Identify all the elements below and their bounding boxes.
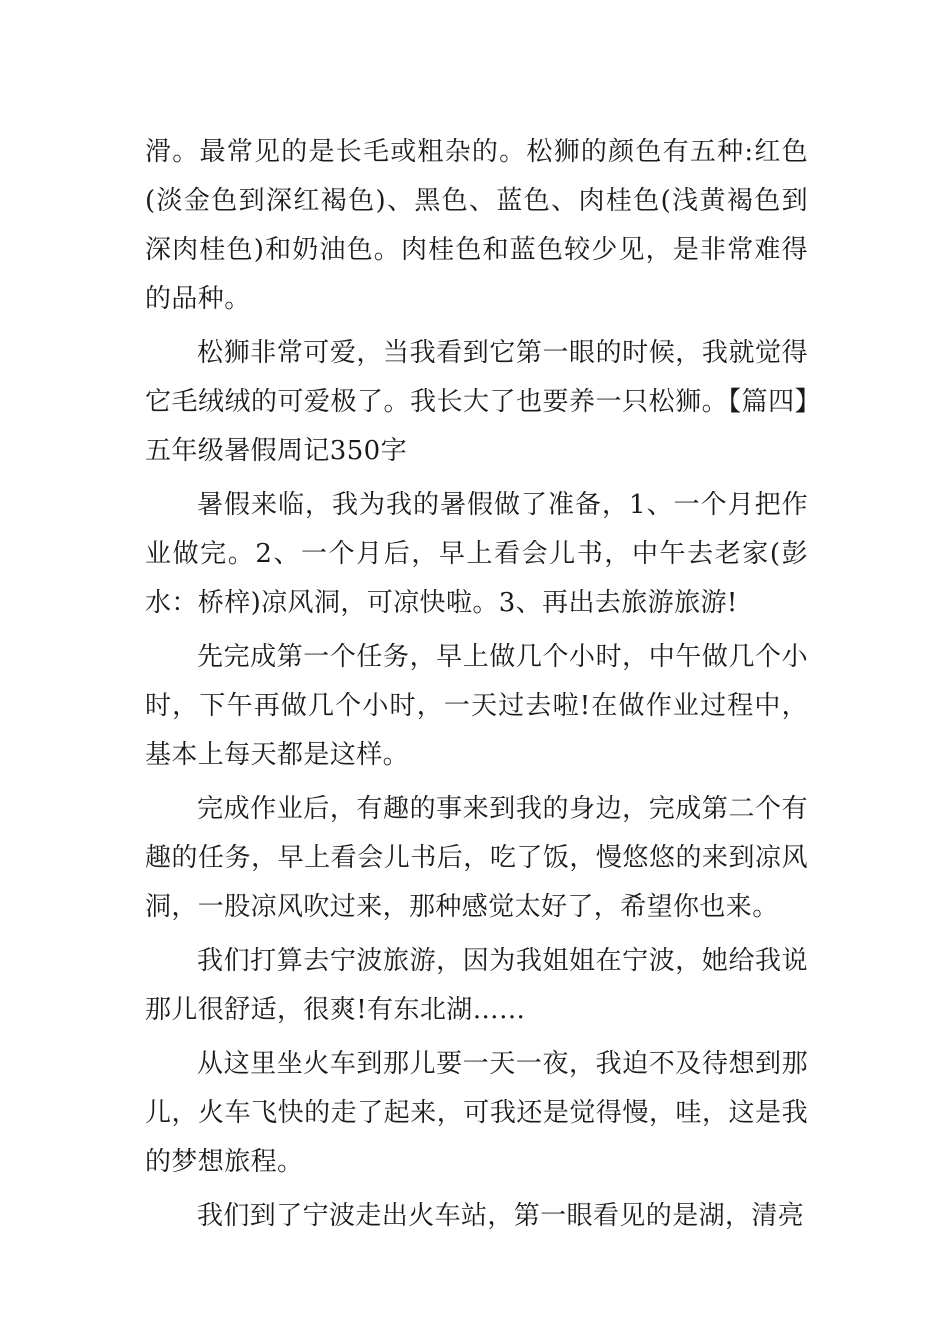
paragraph: 先完成第一个任务，早上做几个小时，中午做几个小时，下午再做几个小时，一天过去啦!在做作业过程中，基本上每天都是这样。 [145,642,808,770]
paragraph: 完成作业后，有趣的事来到我的身边，完成第二个有趣的任务，早上看会儿书后，吃了饭，慢悠悠的来到凉风洞，一股凉风吹过来，那种感觉太好了，希望你也来。 [145,794,808,922]
paragraph: 我们打算去宁波旅游，因为我姐姐在宁波，她给我说那儿很舒适，很爽!有东北湖…… [145,946,808,1025]
paragraph-continuation: 滑。最常见的是长毛或粗杂的。松狮的颜色有五种:红色(淡金色到深红褐色)、黑色、蓝色、肉桂色(浅黄褐色到深肉桂色)和奶油色。肉桂色和蓝色较少见，是非常难得的品种。 [145,137,808,314]
paragraph: 暑假来临，我为我的暑假做了准备，1、一个月把作业做完。2、一个月后，早上看会儿书，中午去老家(彭水：桥梓)凉风洞，可凉快啦。3、再出去旅游旅游! [145,490,808,618]
paragraph: 松狮非常可爱，当我看到它第一眼的时候，我就觉得它毛绒绒的可爱极了。我长大了也要养一只松狮。【篇四】五年级暑假周记350字 [145,338,808,466]
paragraph: 我们到了宁波走出火车站，第一眼看见的是湖，清亮 [197,1201,805,1231]
paragraph: 从这里坐火车到那儿要一天一夜，我迫不及待想到那儿，火车飞快的走了起来，可我还是觉得慢，哇，这是我的梦想旅程。 [145,1049,808,1177]
document-page [145,128,808,1246]
